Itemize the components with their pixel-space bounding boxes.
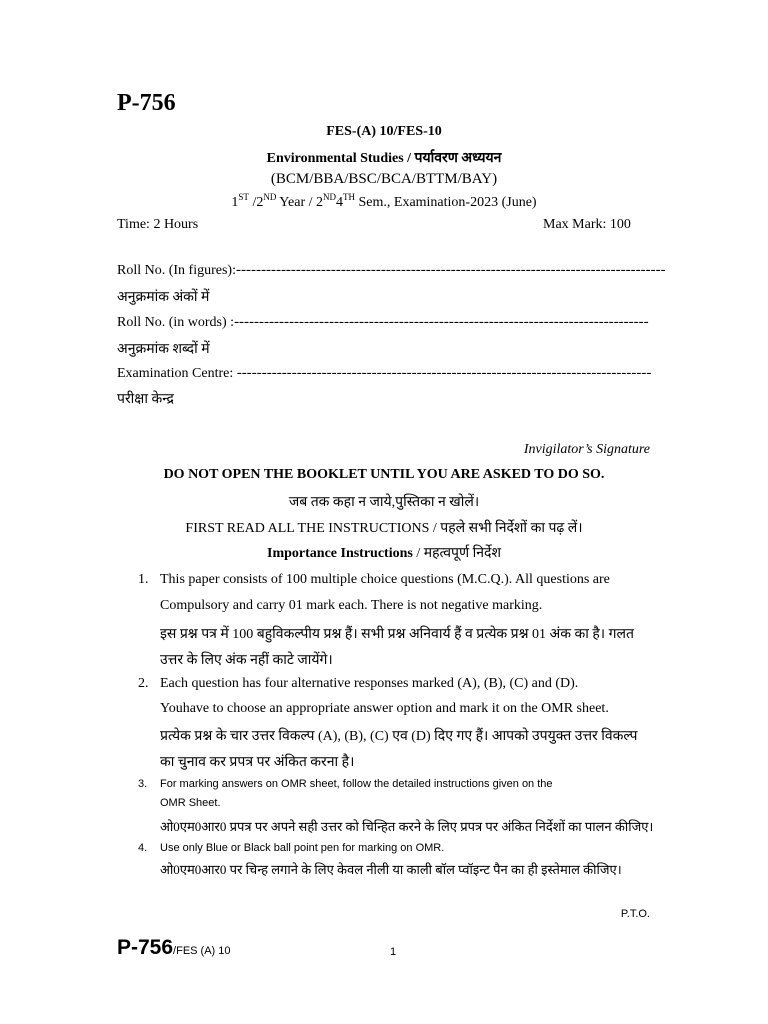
instructions-heading: Importance Instructions <box>267 546 413 561</box>
roll-figures-row <box>117 262 666 279</box>
instruction-line: का चुनाव कर प्रपत्र पर अंकित करना है। <box>160 755 355 770</box>
instruction-line: उत्तर के लिए अंक नहीं काटे जायेंगे। <box>160 653 333 668</box>
pto-label: P.T.O. <box>620 908 650 920</box>
year-text: Year / 2 <box>276 195 323 210</box>
sem-sup-2: TH <box>343 192 355 202</box>
exam-text: Sem., Examination-2023 (June) <box>355 195 537 210</box>
invigilator-signature: Invigilator’s Signature <box>523 442 650 457</box>
roll-figures-hindi: अनुक्रमांक अंकों में <box>117 290 210 305</box>
instruction-line: This paper consists of 100 multiple choice questions (M.C.Q.). All questions are <box>160 572 610 587</box>
instruction-line: Each question has four alternative responses marked (A), (B), (C) and (D). <box>160 676 579 691</box>
instruction-line: इस प्रश्न पत्र में 100 बहुविकल्पीय प्रश्न हैं। सभी प्रश्न अनिवार्य हैं व प्रत्येक प्रश्न 01 अंक का है। गलत <box>160 627 634 642</box>
course-code: FES-(A) 10/FES-10 <box>326 124 442 139</box>
instruction-line: ओ0एम0आर0 पर चिन्ह लगाने के लिए केवल नीली या काली बॉल प्वॉइन्ट पैन का ही इस्तेमाल कीजिए। <box>160 862 622 877</box>
instruction-line: For marking answers on OMR sheet, follow the detailed instructions given on the <box>160 778 553 790</box>
roll-figures-field[interactable]: -------------------------------------------------------------------------------------- <box>235 262 666 278</box>
roll-words-label: Roll No. (in words) : <box>117 315 235 330</box>
centre-field[interactable]: ----------------------------------------------------------------------------------- <box>236 365 652 381</box>
paper-code: P-756 <box>117 90 176 116</box>
footer-code-big: P-756 <box>117 936 174 959</box>
instruction-number: 1. <box>138 572 149 587</box>
year-sep: /2 <box>248 195 264 210</box>
max-mark: Max Mark: 100 <box>543 217 631 232</box>
read-first: FIRST READ ALL THE INSTRUCTIONS / पहले सभी निर्देशों का पढ़ लें। <box>185 521 583 536</box>
year-1-sup: ST <box>238 192 249 202</box>
roll-words-row <box>117 314 649 331</box>
page-number: 1 <box>390 946 397 958</box>
instruction-line: Youhave to choose an appropriate answer option and mark it on the OMR sheet. <box>160 701 609 716</box>
year-1: 1 <box>231 195 239 210</box>
roll-figures-label: Roll No. (In figures): <box>117 263 236 278</box>
centre-hindi: परीक्षा केन्द्र <box>117 392 174 407</box>
instructions-heading-row <box>0 543 768 562</box>
instruction-line: ओ0एम0आर0 प्रपत्र पर अपने सही उत्तर को चिन्हित करने के लिए प्रपत्र पर अंकित निर्देशों का पालन कीजिए। <box>160 819 654 834</box>
sem-sup-1: ND <box>323 192 336 202</box>
footer-code <box>117 936 231 960</box>
centre-row <box>117 365 651 382</box>
roll-words-hindi: अनुक्रमांक शब्दों में <box>117 342 210 357</box>
instruction-number: 3. <box>138 778 148 790</box>
footer-code-small: /FES (A) 10 <box>173 945 231 957</box>
instructions-heading-hi: / महत्वपूर्ण निर्देश <box>412 546 501 561</box>
subject-title: Environmental Studies / पर्यावरण अध्ययन <box>266 151 502 166</box>
instruction-line: प्रत्येक प्रश्न के चार उत्तर विकल्प (A), (B), (C) एव (D) दिए गए हैं। आपको उपयुक्त उत्तर विकल्प <box>160 729 638 744</box>
centre-label: Examination Centre: <box>117 366 237 381</box>
warning-en: DO NOT OPEN THE BOOKLET UNTIL YOU ARE ASKED TO DO SO. <box>163 467 605 482</box>
instruction-line: Use only Blue or Black ball point pen for marking on OMR. <box>160 842 445 854</box>
time-allowed: Time: 2 Hours <box>117 217 199 232</box>
instruction-line: Compulsory and carry 01 mark each. There is not negative marking. <box>160 598 543 613</box>
sem-4: 4 <box>336 195 343 210</box>
year-2-sup: ND <box>263 192 277 202</box>
roll-words-field[interactable]: ----------------------------------------------------------------------------------- <box>234 314 649 330</box>
warning-hi: जब तक कहा न जाये,पुस्तिका न खोलें। <box>288 495 480 510</box>
program-list: (BCM/BBA/BSC/BCA/BTTM/BAY) <box>270 171 498 187</box>
exam-session <box>0 192 768 211</box>
instruction-line: OMR Sheet. <box>160 797 221 809</box>
instruction-number: 4. <box>138 842 148 854</box>
instruction-number: 2. <box>138 676 149 691</box>
